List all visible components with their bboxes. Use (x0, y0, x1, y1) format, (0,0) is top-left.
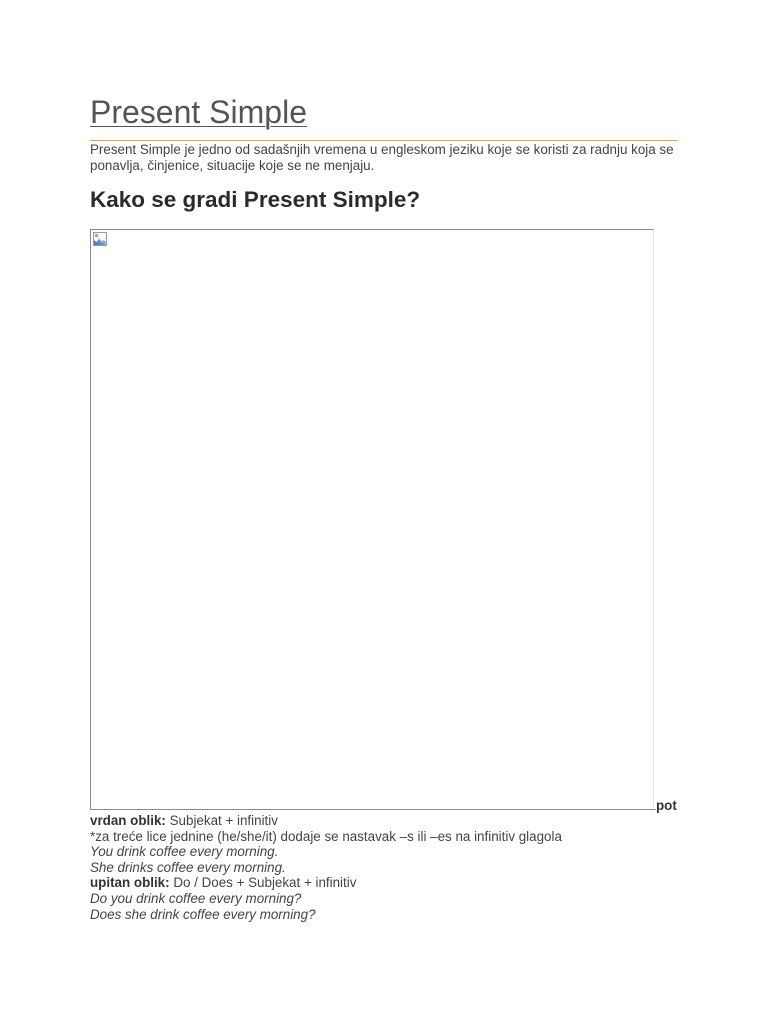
affirmative-example-1: You drink coffee every morning. (90, 844, 279, 860)
trailing-text: pot (656, 798, 677, 813)
interrogative-formula: Do / Does + Subjekat + infinitiv (169, 875, 357, 891)
affirmative-label: vrdan oblik: (90, 813, 166, 828)
affirmative-example-2: She drinks coffee every morning. (90, 859, 286, 875)
title-divider (90, 140, 678, 141)
interrogative-example-2: Does she drink coffee every morning? (90, 906, 316, 922)
grammar-body (90, 813, 690, 922)
interrogative-line (90, 875, 690, 891)
page-title[interactable]: Present Simple (90, 94, 307, 130)
affirmative-formula: Subjekat + infinitiv (165, 813, 278, 828)
interrogative-label: upitan oblik: (90, 875, 170, 891)
affirmative-note: *za treće lice jednine (he/she/it) dodaje se nastavak –s ili –es na infinitiv glagola (90, 828, 562, 844)
image-placeholder (90, 229, 654, 810)
section-heading: Kako se gradi Present Simple? (90, 187, 421, 212)
broken-image-icon (92, 231, 108, 247)
interrogative-example-1: Do you drink coffee every morning? (90, 890, 302, 906)
intro-paragraph: Present Simple je jedno od sadašnjih vremena u engleskom jeziku koje se koristi za radnju koja se ponavlja, činjenice, situacije koje se ne menjaju. (90, 142, 674, 173)
affirmative-line (90, 813, 690, 829)
